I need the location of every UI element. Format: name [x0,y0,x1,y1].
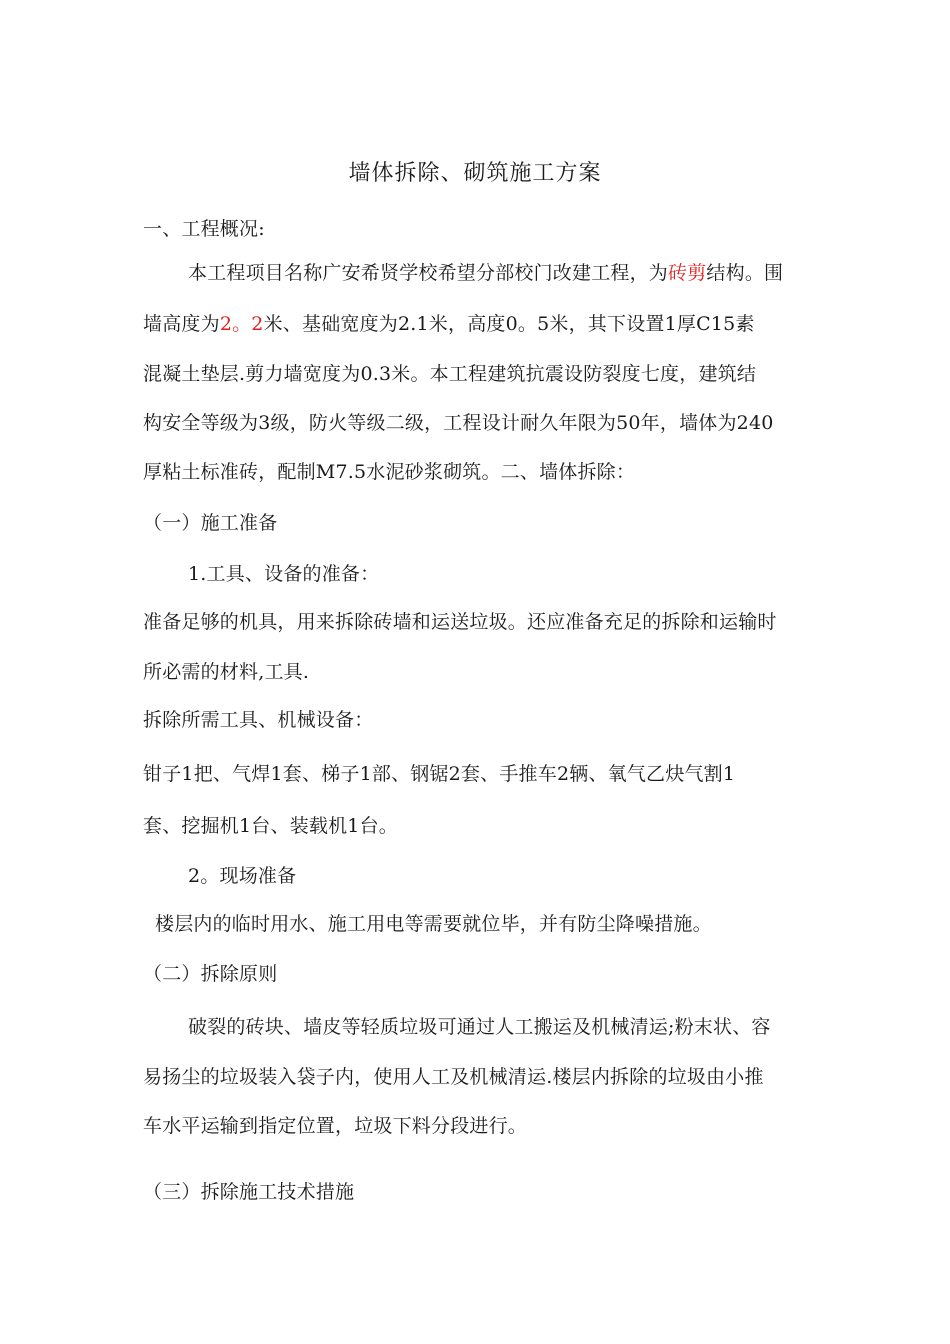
text-run: 墙高度为 [143,313,220,335]
highlighted-text: 2。2 [219,313,264,335]
principle-line-3: 车水平运输到指定位置，垃圾下料分段进行。 [143,1115,528,1137]
subsection-heading-measures: （三）拆除施工技术措施 [143,1181,355,1203]
principle-line-2: 易扬尘的垃圾装入袋子内，使用人工及机械清运.楼层内拆除的垃圾由小推 [143,1066,764,1088]
tools-line-1: 钳子1把、气焊1套、梯子1部、钢锯2套、手推车2辆、氧气乙炔气割1 [143,763,736,785]
overview-line-2 [143,311,843,337]
overview-line-3: 混凝土垫层.剪力墙宽度为0.3米。本工程建筑抗震设防裂度七度，建筑结 [143,363,757,385]
highlighted-text: 砖剪 [668,262,707,284]
text-run: 米、基础宽度为2.1米，高度0。5米，其下设置1厚C15素 [263,313,755,335]
paragraph-line: 楼层内的临时用水、施工用电等需要就位毕，并有防尘降噪措施。 [155,913,712,935]
paragraph-line: 准备足够的机具，用来拆除砖墙和运送垃圾。还应准备充足的拆除和运输时 [143,611,777,633]
principle-line-1: 破裂的砖块、墙皮等轻质垃圾可通过人工搬运及机械清运;粉末状、容 [188,1016,771,1038]
subsection-heading-preparation: （一）施工准备 [143,512,278,534]
subsection-heading-principle: （二）拆除原则 [143,963,278,985]
document-title: 墙体拆除、砌筑施工方案 [348,161,602,186]
section-heading-overview: 一、工程概况: [143,218,265,240]
item-heading-site: 2。现场准备 [188,865,297,887]
tools-heading: 拆除所需工具、机械设备： [143,709,374,731]
text-run: 本工程项目名称广安希贤学校希望分部校门改建工程，为 [188,262,669,284]
text-run: 结构。围 [706,262,784,284]
tools-line-2: 套、挖掘机1台、装载机1台。 [143,815,398,837]
item-heading-tools: 1.工具、设备的准备： [188,563,380,585]
paragraph-line: 所必需的材料,工具. [143,661,310,683]
overview-line-5: 厚粘土标准砖，配制M7.5水泥砂浆砌筑。二、墙体拆除： [143,461,636,483]
overview-line-1 [188,260,888,286]
overview-line-4: 构安全等级为3级，防火等级二级，工程设计耐久年限为50年，墙体为240 [143,412,774,434]
